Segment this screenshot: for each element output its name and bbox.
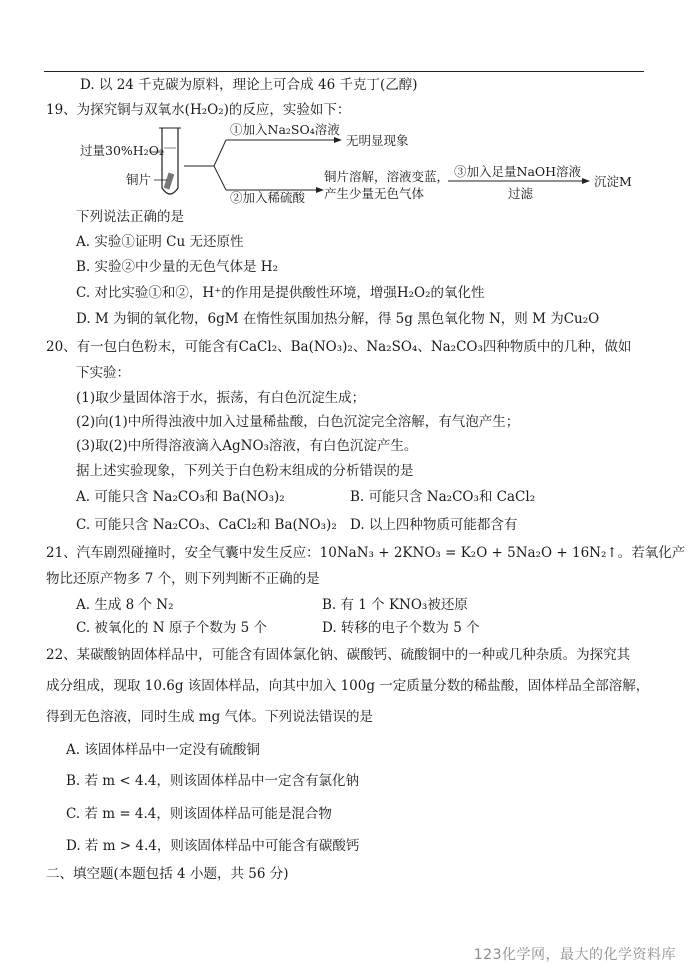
q20-option-d: D. 以上四种物质可能都含有 bbox=[350, 517, 518, 533]
q21-stem-line1: 21、汽车剧烈碰撞时，安全气囊中发生反应：10NaN₃ + 2KNO₃ = K₂O + 5Na₂O + 16N₂↑。若氧化产 bbox=[46, 545, 686, 561]
q20-step-1: (1)取少量固体溶于水，振荡，有白色沉淀生成； bbox=[76, 390, 366, 406]
branch1-result: 无明显现象 bbox=[346, 133, 409, 148]
q20-option-b: B. 可能只含 Na₂CO₃和 CaCl₂ bbox=[350, 489, 536, 505]
q22-option-a: A. 该固体样品中一定没有硫酸铜 bbox=[66, 742, 260, 758]
q22-option-b: B. 若 m < 4.4，则该固体样品中一定含有氯化钠 bbox=[66, 773, 359, 789]
branch2-result-line1: 铜片溶解，溶液变蓝， bbox=[324, 169, 450, 184]
final-product: 沉淀M bbox=[594, 174, 632, 189]
q19-option-a: A. 实验①证明 Cu 无还原性 bbox=[76, 234, 244, 250]
branch1-label: ①加入Na₂SO₄溶液 bbox=[230, 122, 340, 137]
q22-option-d: D. 若 m > 4.4，则该固体样品中可能含有碳酸钙 bbox=[66, 838, 360, 854]
q21-option-d: D. 转移的电子个数为 5 个 bbox=[322, 620, 480, 636]
top-rule bbox=[44, 71, 644, 72]
test-tube-icon bbox=[150, 128, 181, 194]
q20-stem-line2: 下实验： bbox=[76, 365, 130, 381]
q19-option-d: D. M 为铜的氧化物，6gM 在惰性氛围加热分解，得 5g 黑色氧化物 N，则 M 为Cu₂O bbox=[76, 311, 600, 327]
section2-title: 二、填空题(本题包括 4 小题，共 56 分) bbox=[46, 866, 289, 882]
q20-option-c: C. 可能只含 Na₂CO₃、CaCl₂和 Ba(NO₃)₂ bbox=[76, 517, 337, 533]
step3-label: ③加入足量NaOH溶液 bbox=[454, 164, 582, 179]
q21-option-c: C. 被氧化的 N 原子个数为 5 个 bbox=[76, 620, 267, 636]
branch2-result-line2: 产生少量无色气体 bbox=[324, 186, 425, 201]
q22-stem-line2: 成分组成，现取 10.6g 该固体样品，向其中加入 100g 一定质量分数的稀盐酸，固体样品全部溶解， bbox=[46, 678, 650, 694]
q21-option-a: A. 生成 8 个 N₂ bbox=[76, 597, 174, 613]
q19-option-b: B. 实验②中少量的无色气体是 H₂ bbox=[76, 259, 278, 275]
q20-step-3: (3)取(2)中所得溶液滴入AgNO₃溶液，有白色沉淀产生。 bbox=[76, 438, 418, 454]
q22-stem-line3: 得到无色溶液，同时生成 mg 气体。下列说法错误的是 bbox=[46, 709, 374, 725]
q19-stem: 19、为探究铜与双氧水(H₂O₂)的反应，实验如下： bbox=[46, 102, 351, 118]
q20-stem-line1: 20、有一包白色粉末，可能含有CaCl₂、Ba(NO₃)₂、Na₂SO₄、Na₂CO₃四种物质中的几种，做如 bbox=[46, 339, 632, 355]
q19-option-c: C. 对比实验①和②，H⁺的作用是提供酸性环境，增强H₂O₂的氧化性 bbox=[76, 285, 485, 301]
q22-option-c: C. 若 m = 4.4，则该固体样品可能是混合物 bbox=[66, 806, 332, 822]
reagent-label: 过量30%H₂O₂ bbox=[80, 143, 164, 158]
q19-experiment-diagram bbox=[76, 118, 676, 208]
q18-option-d: D. 以 24 千克碳为原料，理论上可合成 46 千克丁(乙醇) bbox=[80, 77, 418, 93]
branch2-label: ②加入稀硫酸 bbox=[230, 190, 306, 205]
q22-stem-line1: 22、某碳酸钠固体样品中，可能含有固体氯化钠、碳酸钙、硫酸铜中的一种或几种杂质。为探究其 bbox=[46, 647, 631, 663]
copper-label: 铜片 bbox=[126, 172, 152, 187]
q19-prompt: 下列说法正确的是 bbox=[76, 209, 184, 225]
q21-stem-line2: 物比还原产物多 7 个，则下列判断不正确的是 bbox=[46, 571, 320, 587]
q20-option-a: A. 可能只含 Na₂CO₃和 Ba(NO₃)₂ bbox=[76, 489, 285, 505]
q20-step-2: (2)向(1)中所得浊液中加入过量稀盐酸，白色沉淀完全溶解，有气泡产生； bbox=[76, 414, 520, 430]
step3-sub: 过滤 bbox=[508, 186, 534, 201]
watermark: 123化学网，最大的化学资料库 bbox=[473, 947, 676, 963]
q20-prompt: 据上述实验现象，下列关于白色粉末组成的分析错误的是 bbox=[76, 463, 414, 479]
q21-option-b: B. 有 1 个 KNO₃被还原 bbox=[322, 597, 468, 613]
